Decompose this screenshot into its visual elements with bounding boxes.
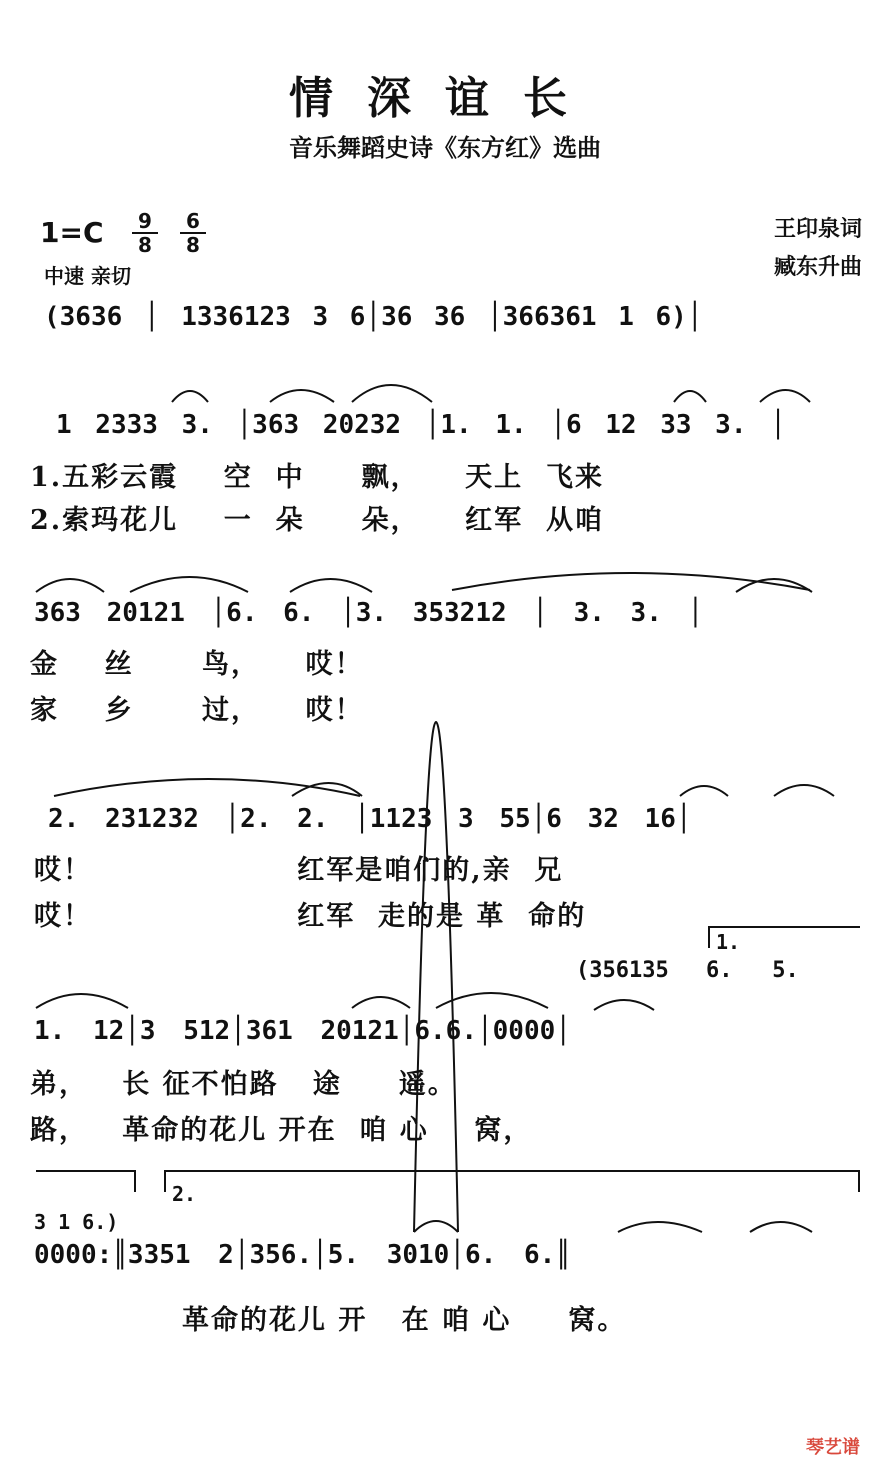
system-5-lyrics-2: 路， 革命的花儿 开在 咱 心 窝， <box>30 1115 533 1146</box>
slur <box>774 785 834 796</box>
slur <box>290 579 372 592</box>
composer: 臧东升曲 <box>773 254 862 280</box>
tempo-marking: 中速 亲切 <box>44 264 131 288</box>
time-sig-1-num: 9 <box>132 210 158 234</box>
time-sig-2-den: 8 <box>186 233 200 257</box>
system-2-lyrics-1: 1.五彩云霞 空 中 飘， 天上 飞来 <box>30 462 604 493</box>
system-1-notes: (3636 │ 1336123 3 6│36 36 │366361 1 6)│ <box>44 302 703 332</box>
time-sig-2-num: 6 <box>180 210 206 234</box>
system-3-lyrics-1: 金 丝 鸟， 哎！ <box>30 649 364 680</box>
system-5-notes: 1. 12│3 512│361 20121│6.6.│0000│ <box>34 1016 571 1046</box>
slur <box>750 1222 812 1232</box>
volta-2-label: 2. <box>172 1182 197 1206</box>
slur <box>352 385 432 402</box>
slur <box>594 1000 654 1010</box>
slur <box>130 577 248 592</box>
slur <box>674 391 706 402</box>
system-6-upper: 3 1 6.) <box>34 1210 119 1234</box>
slur <box>36 994 128 1008</box>
time-sig-1-den: 8 <box>138 233 152 257</box>
system-5-pickup: (356135 <box>576 958 669 983</box>
lyricist: 王印泉词 <box>773 216 862 242</box>
slur <box>36 579 104 592</box>
slur <box>618 1222 702 1232</box>
system-4-notes: 2. 231232 │2. 2. │1123 3 55│6 32 16│ <box>48 804 692 834</box>
watermark-logo: 琴艺谱 <box>806 1437 860 1458</box>
slur <box>270 390 334 402</box>
system-3-notes: 363 20121 │6. 6. │3. 353212 │ 3. 3. │ <box>34 598 704 628</box>
slur <box>172 391 208 402</box>
system-4-lyrics-2: 哎！ 红军 走的是 革 命的 <box>34 901 587 932</box>
system-2-lyrics-2: 2.索玛花儿 一 朵 朵， 红军 从咱 <box>30 505 604 536</box>
key-signature: 1=C <box>40 216 104 249</box>
system-4-lyrics-1: 哎！ 红军是咱们的,亲 兄 <box>34 855 564 886</box>
slur <box>414 722 458 1232</box>
system-3-lyrics-2: 家 乡 过， 哎！ <box>30 695 364 726</box>
system-2-notes: 1 2333 3. │363 20232 │1. 1. │6 12 33 3. │ <box>56 410 786 440</box>
system-6-lyrics-1: 革命的花儿 开 在 咱 心 窝。 <box>182 1305 627 1336</box>
slur <box>760 390 810 402</box>
slur <box>414 1221 458 1232</box>
title: 情深谊长 <box>289 73 601 124</box>
volta-1-notes: 6. 5. <box>706 958 799 983</box>
system-5-lyrics-1: 弟， 长 征不怕路 途 遥。 <box>30 1069 457 1100</box>
volta-1-label: 1. <box>716 930 741 954</box>
system-6-notes: 0000:║3351 2│356.│5. 3010│6. 6.║ <box>34 1240 571 1270</box>
subtitle: 音乐舞蹈史诗《东方红》选曲 <box>289 133 601 162</box>
slur <box>352 997 410 1008</box>
slur <box>54 779 360 796</box>
slur <box>680 786 728 796</box>
